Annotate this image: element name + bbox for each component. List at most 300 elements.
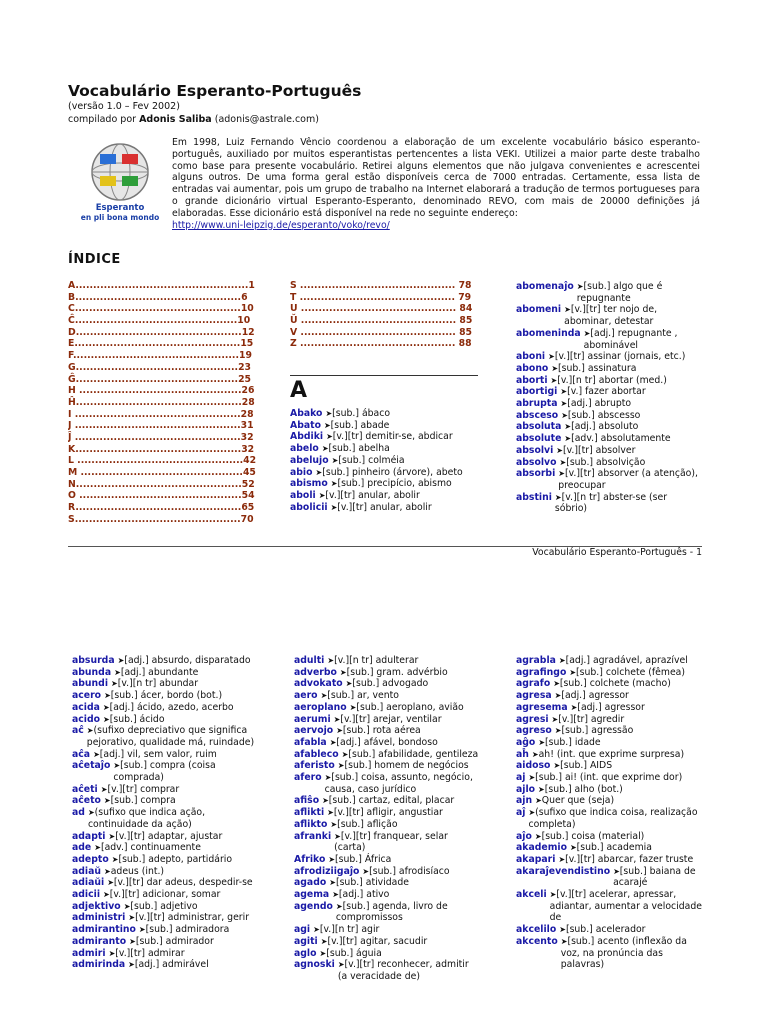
compiled-prefix: compilado por xyxy=(68,114,137,125)
definition-text: [v.][tr] reconhecer, admitir (a veracidade de) xyxy=(337,959,469,982)
dictionary-entry xyxy=(516,492,702,515)
entry-headword: admirantino xyxy=(72,924,136,936)
index-entry[interactable]: Ĝ..............................................25 xyxy=(68,373,252,385)
entry-headword: aj xyxy=(516,772,526,784)
entry-definition xyxy=(114,667,258,679)
entry-definition xyxy=(330,819,480,831)
entry-headword: Afriko xyxy=(294,853,326,865)
definition-text: [v.][tr] acelerar, apressar, adiantar, aumentar a velocidade de xyxy=(549,889,702,924)
arrow-icon: ➤ xyxy=(329,737,337,747)
index-entry[interactable]: D...............................................12 xyxy=(68,326,255,338)
dictionary-entry xyxy=(72,784,258,796)
entry-headword: aĵo xyxy=(516,830,532,842)
dictionary-entry xyxy=(72,842,258,854)
entry-headword: ade xyxy=(72,842,92,854)
index-entry[interactable]: R...............................................65 xyxy=(68,502,255,514)
definition-text: [v.][tr] assinar (jornais, etc.) xyxy=(554,351,686,363)
entry-definition xyxy=(532,749,702,761)
dictionary-entry xyxy=(516,737,702,749)
definition-text: [v.][tr] adicionar, somar xyxy=(109,889,221,901)
arrow-icon: ➤ xyxy=(345,679,353,689)
dictionary-entry xyxy=(516,702,702,714)
dictionary-entry xyxy=(290,455,478,467)
dictionary-entry xyxy=(72,725,258,748)
entry-definition xyxy=(322,443,478,455)
entry-definition xyxy=(559,924,702,936)
entry-definition xyxy=(338,959,480,982)
entry-headword: agnoski xyxy=(294,959,335,971)
arrow-icon: ➤ xyxy=(103,890,110,900)
arrow-icon: ➤ xyxy=(583,328,591,338)
index-entry[interactable]: Z ............................................ 88 xyxy=(290,338,472,350)
definition-text: [sub.] ácido xyxy=(109,713,165,725)
entry-headword: afabla xyxy=(294,736,327,748)
definition-text: [adj.] ácido, azedo, acerbo xyxy=(109,701,234,713)
entry-definition xyxy=(564,433,702,445)
dictionary-entry xyxy=(516,410,702,422)
entry-headword: aglo xyxy=(294,947,317,959)
arrow-icon: ➤ xyxy=(576,282,584,291)
index-entry[interactable]: U ............................................ 84 xyxy=(290,303,473,315)
definition-text: [sub.] África xyxy=(335,853,392,865)
dictionary-entry xyxy=(294,725,480,737)
entry-headword: agado xyxy=(294,877,327,889)
entries-column-1 xyxy=(290,408,478,513)
entry-definition xyxy=(324,420,478,432)
entry-definition xyxy=(552,714,702,726)
index-entry[interactable]: O ..............................................54 xyxy=(68,490,255,502)
index-entry[interactable]: E...............................................15 xyxy=(68,338,254,350)
arrow-icon: ➤ xyxy=(560,387,568,397)
dictionary-entry xyxy=(294,936,480,948)
dictionary-entry xyxy=(294,760,480,772)
arrow-icon: ➤ xyxy=(553,679,560,689)
entry-headword: akcelilo xyxy=(516,924,557,936)
entry-definition xyxy=(322,795,480,807)
arrow-icon: ➤ xyxy=(330,819,338,829)
entry-headword: absolute xyxy=(516,433,562,445)
dictionary-entry xyxy=(516,281,702,304)
definition-text: [adj.] repugnante , abominável xyxy=(583,327,678,351)
index-entry[interactable]: N...............................................52 xyxy=(68,478,255,490)
entry-definition xyxy=(111,678,258,690)
definition-text: (sufixo que indica ação, continuidade da ação) xyxy=(87,807,206,830)
index-entry[interactable]: S...............................................70 xyxy=(68,513,254,525)
definition-text: [sub.] AIDS xyxy=(560,760,613,772)
index-entry[interactable]: L ...............................................42 xyxy=(68,455,256,467)
arrow-icon: ➤ xyxy=(528,773,536,783)
definition-text: [sub.] coisa (material) xyxy=(541,830,645,842)
definition-text: [sub.] abelha xyxy=(328,443,390,455)
dictionary-entry xyxy=(516,457,702,469)
dictionary-entry xyxy=(294,831,480,854)
entry-definition xyxy=(553,678,702,690)
definition-text: [v.][tr] afligir, angustiar xyxy=(333,807,443,819)
entry-headword: abio xyxy=(290,466,313,478)
definition-text: [v.][n tr] adulterar xyxy=(334,655,419,666)
arrow-icon: ➤ xyxy=(332,890,339,900)
entry-headword: abomenaĵo xyxy=(516,281,574,292)
entry-definition xyxy=(328,854,480,866)
entry-headword: agema xyxy=(294,889,330,901)
entry-headword: acero xyxy=(72,690,102,702)
dictionary-entry xyxy=(72,678,258,690)
entry-definition xyxy=(555,690,702,702)
definition-text: [adj.] afável, bondoso xyxy=(336,736,438,748)
definition-text: [sub.] afabilidade, gentileza xyxy=(348,748,479,760)
definition-text: [sub.] compra xyxy=(110,795,176,807)
definition-text: ah! (int. que exprime surpresa) xyxy=(538,748,685,760)
entry-definition xyxy=(564,421,702,433)
entry-definition xyxy=(329,877,480,889)
entry-headword: aferisto xyxy=(294,760,335,772)
entry-definition xyxy=(128,912,258,924)
arrow-icon: ➤ xyxy=(548,352,555,362)
definition-text: [v.][tr] administrar, gerir xyxy=(135,912,250,924)
dictionary-entry xyxy=(294,772,480,795)
entry-definition xyxy=(558,854,702,866)
definition-text: [sub.] abscesso xyxy=(567,409,641,421)
arrow-icon: ➤ xyxy=(113,761,121,771)
index-entry[interactable]: B...............................................6 xyxy=(68,291,248,303)
entry-headword: aero xyxy=(294,690,318,702)
arrow-icon: ➤ xyxy=(87,808,95,818)
entry-definition xyxy=(528,772,702,784)
entry-definition xyxy=(321,936,480,948)
definition-text: [sub.] alho (bot.) xyxy=(544,783,623,795)
arrow-icon: ➤ xyxy=(128,913,136,923)
dictionary-entry xyxy=(516,725,702,737)
entry-definition xyxy=(93,749,258,761)
entry-definition xyxy=(331,478,478,490)
entry-headword: absorbi xyxy=(516,468,556,480)
entry-definition xyxy=(113,760,258,783)
definition-text: [adj.] abundante xyxy=(120,666,199,678)
entry-headword: aĉeti xyxy=(72,783,98,795)
dictionary-entry xyxy=(516,328,702,351)
dictionary-entry xyxy=(516,678,702,690)
index-entry[interactable]: Ŭ ............................................ 85 xyxy=(290,315,473,327)
revo-link[interactable]: http://www.uni-leipzig.de/esperanto/voko/revo/ xyxy=(172,219,390,231)
author-name: Adonis Saliba xyxy=(139,114,212,125)
dictionary-entry xyxy=(516,433,702,445)
dictionary-entry xyxy=(290,408,478,420)
definition-text: [adv.] continuamente xyxy=(100,842,201,854)
arrow-icon: ➤ xyxy=(337,761,345,771)
index-entry[interactable]: A.................................................1 xyxy=(68,280,255,291)
entry-definition xyxy=(538,784,702,796)
section-divider xyxy=(290,375,478,376)
arrow-icon: ➤ xyxy=(531,749,539,759)
arrow-icon: ➤ xyxy=(331,455,339,465)
index-entry[interactable]: Ŝ ............................................ 78 xyxy=(290,280,472,291)
entry-headword: Abako xyxy=(290,408,323,419)
definition-text: [sub.] coisa, assunto, negócio, causa, caso jurídico xyxy=(324,772,473,795)
dictionary-entry xyxy=(72,831,258,843)
entries-column-4 xyxy=(294,655,480,983)
index-entry[interactable]: G..............................................23 xyxy=(68,361,252,373)
definition-text: [v.][tr] admirar xyxy=(115,947,185,959)
arrow-icon: ➤ xyxy=(107,878,114,888)
definition-text: [sub.] agressão xyxy=(561,725,634,737)
entry-definition xyxy=(346,678,480,690)
definition-text: [sub.] academia xyxy=(576,842,652,854)
arrow-icon: ➤ xyxy=(318,490,326,500)
entry-headword: abolicii xyxy=(290,501,328,513)
dictionary-entry xyxy=(72,877,258,889)
entry-definition xyxy=(570,842,702,854)
dictionary-entry xyxy=(294,959,480,982)
entry-definition xyxy=(104,795,258,807)
index-entry[interactable]: Ĵ ...............................................32 xyxy=(68,431,254,443)
index-entry[interactable]: J ...............................................31 xyxy=(68,420,254,432)
entry-definition xyxy=(559,457,702,469)
dictionary-entry xyxy=(294,948,480,960)
entry-headword: adverbo xyxy=(294,666,337,678)
dictionary-entry xyxy=(290,478,478,490)
arrow-icon: ➤ xyxy=(329,878,336,888)
definition-text: [adj.] agradável, aprazível xyxy=(565,655,688,666)
definition-text: [adj.] absurdo, disparatado xyxy=(124,655,251,666)
arrow-icon: ➤ xyxy=(336,726,343,736)
dictionary-entry xyxy=(72,948,258,960)
entry-headword: agiti xyxy=(294,935,318,947)
definition-text: [sub.] acelerador xyxy=(565,924,646,936)
dictionary-entry xyxy=(294,877,480,889)
entry-definition xyxy=(331,502,478,514)
dictionary-entry xyxy=(294,807,480,819)
dictionary-entry xyxy=(294,819,480,831)
entries-column-2 xyxy=(516,281,702,515)
entry-headword: abstini xyxy=(516,491,552,503)
index-entry[interactable]: K...............................................32 xyxy=(68,443,255,455)
entry-headword: akademio xyxy=(516,842,567,854)
entry-definition xyxy=(101,784,258,796)
arrow-icon: ➤ xyxy=(108,831,116,841)
definition-text: [adj.] absoluto xyxy=(571,421,639,433)
index-entry[interactable]: V ............................................ 85 xyxy=(290,326,473,338)
arrow-icon: ➤ xyxy=(559,925,566,935)
intro-paragraph xyxy=(172,137,700,231)
definition-text: [sub.] assinatura xyxy=(558,362,637,374)
dictionary-entry xyxy=(516,468,702,491)
dictionary-entry xyxy=(294,714,480,726)
dictionary-entry xyxy=(516,924,702,936)
arrow-icon: ➤ xyxy=(320,691,328,701)
dictionary-entry xyxy=(290,431,478,443)
entry-definition xyxy=(326,431,478,443)
dictionary-entry xyxy=(290,490,478,502)
entry-headword: aĉeto xyxy=(72,795,101,807)
entry-definition xyxy=(332,455,478,467)
entry-headword: adiaŭi xyxy=(72,877,105,889)
definition-text: [v.][tr] absorver (a atenção), preocupar xyxy=(558,468,698,491)
entry-definition xyxy=(528,807,702,830)
definition-text: [adj.] agressor xyxy=(577,701,645,713)
dictionary-entry xyxy=(72,959,258,971)
entry-headword: aĉa xyxy=(72,748,91,760)
entry-headword: ajlo xyxy=(516,783,536,795)
entry-headword: absolvi xyxy=(516,444,554,456)
dictionary-entry xyxy=(294,678,480,690)
entry-headword: aflikto xyxy=(294,818,328,830)
arrow-icon: ➤ xyxy=(558,656,566,665)
index-column-1 xyxy=(68,280,256,525)
arrow-icon: ➤ xyxy=(341,749,349,759)
entry-headword: aidoso xyxy=(516,760,551,772)
entry-headword: afranki xyxy=(294,830,332,842)
definition-text: [sub.] colméia xyxy=(338,454,405,466)
arrow-icon: ➤ xyxy=(613,866,620,876)
dictionary-entry xyxy=(294,795,480,807)
arrow-icon: ➤ xyxy=(551,714,559,724)
arrow-icon: ➤ xyxy=(558,854,566,864)
definition-text: [sub.] afrodisíaco xyxy=(369,865,450,877)
entry-headword: absoluta xyxy=(516,421,562,433)
definition-text: [adv.] absolutamente xyxy=(571,433,671,445)
dictionary-entry xyxy=(516,842,702,854)
arrow-icon: ➤ xyxy=(538,737,546,747)
arrow-icon: ➤ xyxy=(549,890,557,900)
arrow-icon: ➤ xyxy=(560,399,568,409)
arrow-icon: ➤ xyxy=(559,457,567,467)
arrow-icon: ➤ xyxy=(560,936,568,946)
dictionary-entry xyxy=(290,502,478,514)
entry-definition xyxy=(327,807,480,819)
entry-headword: afrodiziigaĵo xyxy=(294,865,360,877)
entry-definition xyxy=(325,772,480,795)
entry-definition xyxy=(319,490,478,502)
definition-text: [sub.] pinheiro (árvore), abeto xyxy=(322,466,463,478)
page-footer: Vocabulário Esperanto-Português - 1 xyxy=(532,547,702,558)
index-entry[interactable]: H ..............................................26 xyxy=(68,385,255,397)
dictionary-entry xyxy=(516,655,702,667)
arrow-icon: ➤ xyxy=(551,363,559,373)
dictionary-entry xyxy=(516,351,702,363)
arrow-icon: ➤ xyxy=(103,796,111,806)
dictionary-entry xyxy=(516,784,702,796)
entry-headword: admirinda xyxy=(72,959,126,971)
definition-text: [sub.] homem de negócios xyxy=(344,760,469,772)
definition-text: [v.][tr] demitir-se, abdicar xyxy=(332,431,453,443)
entry-definition xyxy=(553,760,702,772)
entry-definition xyxy=(559,655,702,667)
entry-definition xyxy=(535,831,702,843)
arrow-icon: ➤ xyxy=(328,854,336,864)
arrow-icon: ➤ xyxy=(93,749,100,759)
definition-text: [v.][tr] agitar, sacudir xyxy=(327,935,428,947)
dictionary-entry xyxy=(72,866,258,878)
arrow-icon: ➤ xyxy=(553,761,561,771)
entry-definition xyxy=(118,655,258,667)
arrow-icon: ➤ xyxy=(103,714,110,724)
entry-definition xyxy=(104,866,258,878)
definition-text: [adj.] agressor xyxy=(561,690,629,702)
entry-definition xyxy=(340,667,480,679)
index-entry[interactable]: C...............................................10 xyxy=(68,303,254,315)
entry-definition xyxy=(535,795,702,807)
dictionary-entry xyxy=(516,363,702,375)
definition-text: [sub.] admirador xyxy=(135,935,214,947)
index-entry[interactable]: F...............................................19 xyxy=(68,350,252,362)
index-entry[interactable]: Ĥ...............................................28 xyxy=(68,396,255,408)
globe-icon xyxy=(80,142,160,222)
index-entry[interactable]: Ĉ..............................................10 xyxy=(68,315,251,327)
arrow-icon: ➤ xyxy=(320,936,328,946)
definition-text: [sub.] gram. advérbio xyxy=(346,666,448,678)
definition-text: [sub.] compra (coisa comprada) xyxy=(113,760,216,784)
entry-definition xyxy=(571,702,702,714)
dictionary-entry xyxy=(516,854,702,866)
dictionary-entry xyxy=(290,467,478,479)
dictionary-entry xyxy=(290,420,478,432)
dictionary-entry xyxy=(516,795,702,807)
entry-headword: agresa xyxy=(516,690,552,702)
definition-text: [sub.] ai! (int. que exprime dor) xyxy=(535,772,683,784)
arrow-icon: ➤ xyxy=(327,808,334,818)
entry-definition xyxy=(560,386,702,398)
entry-headword: abundi xyxy=(72,678,109,690)
entry-headword: aĉ xyxy=(72,725,84,737)
arrow-icon: ➤ xyxy=(569,667,577,677)
entry-headword: aĵ xyxy=(516,807,526,819)
arrow-icon: ➤ xyxy=(123,901,131,911)
arrow-icon: ➤ xyxy=(327,656,335,665)
entry-headword: aerumi xyxy=(294,713,331,725)
entry-headword: afero xyxy=(294,772,322,784)
entry-definition xyxy=(561,398,702,410)
definition-text: [sub.] aeroplano, avião xyxy=(356,701,464,713)
entry-headword: abomeni xyxy=(516,304,562,316)
arrow-icon: ➤ xyxy=(313,925,320,935)
entry-headword: Abato xyxy=(290,419,321,431)
definition-text: [sub.] acento (inflexão da voz, na pronúncia das palavras) xyxy=(560,935,687,971)
dictionary-entry xyxy=(72,714,258,726)
entry-headword: akaraĵevendistino xyxy=(516,865,611,877)
arrow-icon: ➤ xyxy=(337,960,345,970)
arrow-icon: ➤ xyxy=(554,691,562,701)
definition-text: [sub.] advogado xyxy=(352,678,429,690)
entry-definition xyxy=(313,924,480,936)
entry-headword: Abdiki xyxy=(290,431,324,443)
arrow-icon: ➤ xyxy=(564,434,572,444)
entry-definition xyxy=(109,831,259,843)
arrow-icon: ➤ xyxy=(362,866,370,876)
dictionary-entry xyxy=(72,889,258,901)
dictionary-entry xyxy=(516,386,702,398)
entry-headword: aborti xyxy=(516,374,548,386)
entry-headword: aboli xyxy=(290,489,316,501)
index-entry[interactable]: M ..............................................45 xyxy=(68,467,256,478)
dictionary-entry xyxy=(516,667,702,679)
entry-headword: absolvo xyxy=(516,456,557,468)
entry-definition xyxy=(325,408,478,420)
dictionary-entry xyxy=(516,749,702,761)
entry-definition xyxy=(124,901,258,913)
index-entry[interactable]: T ............................................ 79 xyxy=(290,291,472,303)
entry-headword: aflikti xyxy=(294,807,325,819)
entry-definition xyxy=(564,304,702,327)
dictionary-entry xyxy=(72,702,258,714)
dictionary-entry xyxy=(72,807,258,830)
entry-headword: agendo xyxy=(294,900,333,912)
entry-headword: agreso xyxy=(516,725,552,737)
arrow-icon: ➤ xyxy=(104,866,111,876)
entry-definition xyxy=(129,936,258,948)
dictionary-entry xyxy=(72,690,258,702)
intro-text: Em 1998, Luiz Fernando Vêncio coordenou a elaboração de um excelente vocabulário básico esperanto-português, auxiliado por muitos esperantistas pertencentes a lista VEKI. Utilizei a maior parte deste trabalho como base para presente vocabulário. Retirei alguns elementos que não julgava convenientes e acrescentei alguns outros. De uma forma geral estão disponíveis cerca de 7000 entradas. Certamente, essa lista de entradas vai aumentar, pois um grupo de trabalho na Internet elaborará a tradução de termos portugueses para o grande dicionário virtual Esperanto-Esperanto, denominado REVO, com mais de 20000 definições já elaboradas. Esse dicionário está disponível na rede no seguinte endereço: xyxy=(172,137,700,219)
index-entry[interactable]: I ...............................................28 xyxy=(68,408,254,420)
